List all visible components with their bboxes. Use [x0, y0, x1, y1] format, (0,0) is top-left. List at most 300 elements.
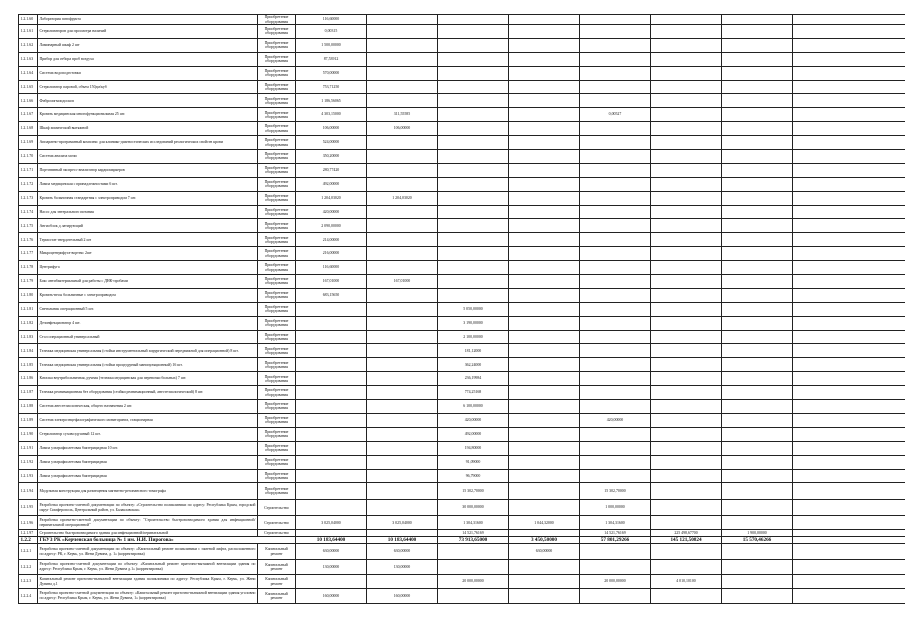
row-value-v4	[509, 344, 580, 358]
row-value-v7	[722, 191, 793, 205]
row-name: Стерилизаторов для просмотра наличий	[38, 25, 258, 39]
row-code: 1.2.1.89	[19, 413, 38, 427]
row-value-v3: 362,24000	[438, 358, 509, 372]
row-value-v1: 167,01000	[296, 275, 367, 289]
row-code: 1.2.1.73	[19, 191, 38, 205]
row-value-v7	[722, 219, 793, 233]
row-value-v5	[580, 38, 651, 52]
row-value-v1	[296, 344, 367, 358]
row-value-v7	[722, 330, 793, 344]
section-value-v1: 10 183,64400	[296, 537, 367, 544]
row-type: Приобретение оборудования	[258, 400, 296, 414]
row-value-v4	[509, 574, 580, 589]
row-value-v2	[367, 413, 438, 427]
row-value-v6	[651, 427, 722, 441]
row-value-v1: 106,00000	[296, 122, 367, 136]
table-row	[19, 80, 905, 94]
row-empty-cell	[793, 441, 905, 455]
row-code: 1.2.1.83	[19, 330, 38, 344]
row-value-v3	[438, 15, 509, 25]
row-value-v1	[296, 530, 367, 537]
table-row	[19, 219, 905, 233]
row-value-v7	[722, 302, 793, 316]
row-code: 1.2.1.86	[19, 372, 38, 386]
row-value-v1: 570,00000	[296, 66, 367, 80]
row-code: 1.2.2.2	[19, 560, 38, 575]
row-name: Кровать больничная стандартная с электроприводом 7 шт.	[38, 191, 258, 205]
row-value-v4	[509, 66, 580, 80]
row-value-v7	[722, 261, 793, 275]
row-value-v5	[580, 302, 651, 316]
row-value-v3	[438, 52, 509, 66]
row-code: 1.2.1.91	[19, 441, 38, 455]
row-name: Аппаратно-программный комплекс для клинико-диагностических исследований реологических свойств крови	[38, 136, 258, 150]
row-code: 1.2.1.77	[19, 247, 38, 261]
row-value-v7	[722, 344, 793, 358]
row-value-v6	[651, 233, 722, 247]
row-value-v4	[509, 25, 580, 39]
row-name: Система анестезиологическая, общего назначения 2 шт.	[38, 400, 258, 414]
row-value-v3	[438, 275, 509, 289]
row-empty-cell	[793, 66, 905, 80]
row-value-v7	[722, 288, 793, 302]
row-code: 1.2.1.80	[19, 288, 38, 302]
row-code: 1.2.1.84	[19, 344, 38, 358]
row-value-v6	[651, 94, 722, 108]
row-value-v7	[722, 66, 793, 80]
row-name: Стерилизатор суховоздушный 12 шт.	[38, 427, 258, 441]
row-value-v4: 1 044,32000	[509, 516, 580, 530]
row-value-v5	[580, 177, 651, 191]
row-value-v4	[509, 330, 580, 344]
row-value-v6	[651, 330, 722, 344]
row-name: Тележка реанимационная без оборудования (стойки реанимационный, анестезиологический) 8 шт.	[38, 386, 258, 400]
row-value-v3	[438, 543, 509, 560]
row-value-v6	[651, 275, 722, 289]
row-empty-cell	[793, 52, 905, 66]
row-name: Система электроэнцефалографического мониторинга, стационарная	[38, 413, 258, 427]
row-value-v6	[651, 516, 722, 530]
row-type: Приобретение оборудования	[258, 122, 296, 136]
row-empty-cell	[793, 261, 905, 275]
row-value-v6	[651, 543, 722, 560]
row-value-v4	[509, 94, 580, 108]
row-type: Приобретение оборудования	[258, 52, 296, 66]
row-value-v4	[509, 275, 580, 289]
row-empty-cell	[793, 344, 905, 358]
row-value-v4	[509, 150, 580, 164]
row-value-v5	[580, 261, 651, 275]
row-code: 1.2.1.88	[19, 400, 38, 414]
row-value-v4	[509, 108, 580, 122]
row-value-v5	[580, 66, 651, 80]
row-value-v4	[509, 441, 580, 455]
row-name: Лампа ультрафиолетовая бактерицидная 10 шт.	[38, 441, 258, 455]
row-value-v1	[296, 427, 367, 441]
row-value-v5	[580, 330, 651, 344]
row-type: Приобретение оборудования	[258, 413, 296, 427]
table-row	[19, 15, 905, 25]
table-row	[19, 344, 905, 358]
row-value-v7	[722, 52, 793, 66]
row-value-v7	[722, 177, 793, 191]
row-value-v6	[651, 191, 722, 205]
row-value-v7	[722, 163, 793, 177]
row-empty-cell	[793, 150, 905, 164]
row-value-v6	[651, 25, 722, 39]
row-value-v7	[722, 25, 793, 39]
row-value-v6	[651, 122, 722, 136]
row-empty-cell	[793, 288, 905, 302]
row-value-v6	[651, 52, 722, 66]
row-name: Шкаф химический вытяжной	[38, 122, 258, 136]
row-value-v5	[580, 344, 651, 358]
row-type: Приобретение оборудования	[258, 191, 296, 205]
row-value-v4	[509, 38, 580, 52]
row-value-v6	[651, 589, 722, 604]
table-row	[19, 25, 905, 39]
row-empty-cell	[793, 543, 905, 560]
row-value-v5: 15 302,70000	[580, 483, 651, 500]
row-value-v1: 116,60000	[296, 261, 367, 275]
row-value-v3: 420,00000	[438, 413, 509, 427]
row-value-v7	[722, 516, 793, 530]
row-type: Приобретение оборудования	[258, 80, 296, 94]
row-value-v1: 350,20000	[296, 150, 367, 164]
row-code: 1.2.1.95	[19, 499, 38, 516]
table-row	[19, 589, 905, 604]
row-value-v6	[651, 455, 722, 469]
row-type: Капитальный ремонт	[258, 574, 296, 589]
row-empty-cell	[793, 163, 905, 177]
row-value-v3	[438, 136, 509, 150]
row-value-v4	[509, 499, 580, 516]
row-name: Разработка проектно-сметной документации по объекту: "Строительство быстровозводимого здания для инфекционной/перинатальной операционной"	[38, 516, 258, 530]
row-value-v4	[509, 372, 580, 386]
row-value-v3: 14 521,76169	[438, 530, 509, 537]
row-value-v2	[367, 499, 438, 516]
row-value-v2	[367, 469, 438, 483]
row-value-v1: 492,00000	[296, 177, 367, 191]
row-value-v5	[580, 25, 651, 39]
row-name: Ламинарный шкаф 2 шт	[38, 38, 258, 52]
row-value-v4	[509, 52, 580, 66]
row-value-v3: 15 302,70000	[438, 483, 509, 500]
row-name: Модульная конструкция для размещения магнитно-резонансного томографа	[38, 483, 258, 500]
row-code: 1.2.1.65	[19, 80, 38, 94]
row-type: Приобретение оборудования	[258, 302, 296, 316]
row-code: 1.2.1.68	[19, 122, 38, 136]
row-empty-cell	[793, 15, 905, 25]
row-value-v6	[651, 386, 722, 400]
row-code: 1.2.1.97	[19, 530, 38, 537]
row-value-v3	[438, 560, 509, 575]
row-value-v1: 1 186,56065	[296, 94, 367, 108]
row-type: Приобретение оборудования	[258, 25, 296, 39]
row-value-v4	[509, 560, 580, 575]
row-empty-cell	[793, 516, 905, 530]
row-name: Кровать медицинская многофункциональная 25 шт.	[38, 108, 258, 122]
row-empty-cell	[793, 589, 905, 604]
row-code: 1.2.1.69	[19, 136, 38, 150]
row-code: 1.2.1.63	[19, 52, 38, 66]
row-value-v5	[580, 455, 651, 469]
row-name: Каталка внутрибольничная, ручная (тележка медицинская для перевозки больных) 7 шт.	[38, 372, 258, 386]
row-name: Светильник операционный 5 шт.	[38, 302, 258, 316]
row-type: Приобретение оборудования	[258, 108, 296, 122]
table-row	[19, 122, 905, 136]
row-value-v4	[509, 427, 580, 441]
row-value-v1: 4 303,15000	[296, 108, 367, 122]
row-name: Тележка медицинская универсальная (стойки процедурный манипуляционный) 16 шт.	[38, 358, 258, 372]
row-code: 1.2.1.62	[19, 38, 38, 52]
row-value-v5: 1 000,00000	[580, 499, 651, 516]
row-value-v2	[367, 219, 438, 233]
row-empty-cell	[793, 122, 905, 136]
row-type: Приобретение оборудования	[258, 386, 296, 400]
row-value-v5	[580, 122, 651, 136]
row-code: 1.2.1.67	[19, 108, 38, 122]
row-value-v2: 630,00000	[367, 543, 438, 560]
row-empty-cell	[793, 177, 905, 191]
row-type: Приобретение оборудования	[258, 288, 296, 302]
row-code: 1.2.1.82	[19, 316, 38, 330]
row-value-v2: 1 204,03020	[367, 191, 438, 205]
row-value-v1: 1 204,03020	[296, 191, 367, 205]
row-value-v4	[509, 455, 580, 469]
row-name: Дезинфекционатор 4 шт.	[38, 316, 258, 330]
row-empty-cell	[793, 233, 905, 247]
section-code: 1.2.2	[19, 537, 38, 544]
row-type: Приобретение оборудования	[258, 15, 296, 25]
row-empty-cell	[793, 302, 905, 316]
row-value-v7	[722, 574, 793, 589]
row-value-v2	[367, 483, 438, 500]
row-value-v7	[722, 469, 793, 483]
table-row	[19, 108, 905, 122]
row-code: 1.2.1.92	[19, 455, 38, 469]
row-value-v1	[296, 330, 367, 344]
row-value-v3: 3 190,00000	[438, 316, 509, 330]
row-type: Приобретение оборудования	[258, 261, 296, 275]
table-row	[19, 163, 905, 177]
table-row	[19, 386, 905, 400]
section-value-v6: 145 121,50824	[651, 537, 722, 544]
row-value-v2	[367, 136, 438, 150]
row-empty-cell	[793, 427, 905, 441]
row-value-v7	[722, 150, 793, 164]
table-row	[19, 177, 905, 191]
row-value-v4	[509, 302, 580, 316]
table-row	[19, 543, 905, 560]
row-value-v4	[509, 177, 580, 191]
row-value-v7	[722, 413, 793, 427]
row-value-v2	[367, 441, 438, 455]
row-value-v5	[580, 589, 651, 604]
row-empty-cell	[793, 483, 905, 500]
row-empty-cell	[793, 108, 905, 122]
row-name: Разработка проектно-сметной документации по объекту: «Капитальный ремонт поликлиники с заменой лифта, расположенного по адресу: РК, г. Керчь, ул. Жени Дувина, д. 1» (корректировка)	[38, 543, 258, 560]
row-value-v2	[367, 94, 438, 108]
row-value-v2	[367, 25, 438, 39]
row-value-v4	[509, 122, 580, 136]
row-value-v1: 0,00315	[296, 25, 367, 39]
row-empty-cell	[793, 413, 905, 427]
row-value-v3	[438, 233, 509, 247]
table-row	[19, 469, 905, 483]
row-type: Приобретение оборудования	[258, 455, 296, 469]
row-value-v3: 1 304,31600	[438, 516, 509, 530]
row-type: Приобретение оборудования	[258, 177, 296, 191]
row-value-v2	[367, 52, 438, 66]
row-name: Фибросигмоидоскоп	[38, 94, 258, 108]
row-empty-cell	[793, 358, 905, 372]
row-value-v4	[509, 163, 580, 177]
row-value-v7	[722, 108, 793, 122]
row-value-v4	[509, 316, 580, 330]
table-row	[19, 52, 905, 66]
row-value-v4	[509, 233, 580, 247]
table-row	[19, 302, 905, 316]
row-value-v5	[580, 288, 651, 302]
row-name: Тележка медицинская универсальная (стойки инструментальный хирургический передвижной для операционной) 8 шт.	[38, 344, 258, 358]
row-type: Приобретение оборудования	[258, 163, 296, 177]
section-value-v4: 3 450,50000	[509, 537, 580, 544]
row-empty-cell	[793, 38, 905, 52]
row-value-v1	[296, 499, 367, 516]
row-value-v6: 4 010,10100	[651, 574, 722, 589]
row-value-v3: 5 050,00000	[438, 302, 509, 316]
row-value-v3: 2 100,00000	[438, 330, 509, 344]
row-value-v7	[722, 136, 793, 150]
row-value-v5	[580, 275, 651, 289]
row-name: Насос для энтерального питания	[38, 205, 258, 219]
row-value-v5	[580, 358, 651, 372]
table-row	[19, 441, 905, 455]
row-type: Приобретение оборудования	[258, 372, 296, 386]
row-value-v2	[367, 302, 438, 316]
row-value-v5	[580, 191, 651, 205]
row-value-v1	[296, 358, 367, 372]
row-value-v1	[296, 316, 367, 330]
table-row	[19, 455, 905, 469]
row-value-v4	[509, 219, 580, 233]
row-empty-cell	[793, 455, 905, 469]
row-value-v6: 225 498,67700	[651, 530, 722, 537]
row-value-v3	[438, 219, 509, 233]
row-value-v5: 1 304,31600	[580, 516, 651, 530]
row-value-v5	[580, 219, 651, 233]
row-empty-cell	[793, 80, 905, 94]
row-code: 1.2.1.87	[19, 386, 38, 400]
row-value-v2	[367, 400, 438, 414]
row-value-v1: 3 025,04000	[296, 516, 367, 530]
row-value-v4	[509, 589, 580, 604]
row-value-v7	[722, 386, 793, 400]
row-value-v7	[722, 400, 793, 414]
row-value-v3: 236,19984	[438, 372, 509, 386]
row-empty-cell	[793, 386, 905, 400]
row-value-v1: 160,00000	[296, 589, 367, 604]
table-row	[19, 38, 905, 52]
table-row	[19, 205, 905, 219]
table-row	[19, 316, 905, 330]
row-name: Стерилизатор паровой, объем 150дм/куб	[38, 80, 258, 94]
table-row	[19, 233, 905, 247]
row-value-v5	[580, 94, 651, 108]
row-value-v7	[722, 483, 793, 500]
row-value-v7	[722, 372, 793, 386]
row-value-v1: 87,53912	[296, 52, 367, 66]
row-type: Приобретение оборудования	[258, 275, 296, 289]
row-value-v2	[367, 427, 438, 441]
row-type: Приобретение оборудования	[258, 469, 296, 483]
row-value-v6	[651, 372, 722, 386]
table-row	[19, 499, 905, 516]
row-value-v1	[296, 400, 367, 414]
row-value-v2	[367, 177, 438, 191]
row-value-v1: 753,71250	[296, 80, 367, 94]
row-value-v3	[438, 150, 509, 164]
row-value-v7: 1 900,00000	[722, 530, 793, 537]
table-body	[19, 15, 905, 604]
row-value-v7	[722, 275, 793, 289]
row-empty-cell	[793, 499, 905, 516]
row-value-v1: 420,00000	[296, 205, 367, 219]
row-code: 1.2.1.81	[19, 302, 38, 316]
row-value-v1: 1 500,00000	[296, 38, 367, 52]
row-name: Стол операционный универсальный	[38, 330, 258, 344]
row-value-v5	[580, 316, 651, 330]
row-value-v7	[722, 455, 793, 469]
row-code: 1.2.2.3	[19, 574, 38, 589]
table-row	[19, 516, 905, 530]
row-value-v3: 181,12000	[438, 344, 509, 358]
row-empty-cell	[793, 530, 905, 537]
row-code: 1.2.1.71	[19, 163, 38, 177]
row-empty-cell	[793, 330, 905, 344]
row-value-v5	[580, 233, 651, 247]
row-value-v2	[367, 150, 438, 164]
row-value-v2: 130,00000	[367, 560, 438, 575]
row-value-v1: 683,15650	[296, 288, 367, 302]
row-type: Капитальный ремонт	[258, 560, 296, 575]
table-row	[19, 358, 905, 372]
row-value-v3	[438, 247, 509, 261]
row-value-v2	[367, 330, 438, 344]
row-name: Система анализа мочи	[38, 150, 258, 164]
row-value-v7	[722, 122, 793, 136]
row-value-v2	[367, 15, 438, 25]
row-empty-cell	[793, 247, 905, 261]
row-value-v3	[438, 66, 509, 80]
table-row	[19, 247, 905, 261]
row-empty-cell	[793, 316, 905, 330]
row-type: Приобретение оборудования	[258, 247, 296, 261]
row-name: Ангиоблок д латирующий	[38, 219, 258, 233]
row-type: Капитальный ремонт	[258, 589, 296, 604]
row-value-v6	[651, 80, 722, 94]
table-row	[19, 150, 905, 164]
row-code: 1.2.2.1	[19, 543, 38, 560]
row-name: Разработка проектно-сметной документации по объекту: «Строительство поликлиники по адресу: Республика Крым, городской округ Симферополь, Центральный район, ул. Балаклавская»	[38, 499, 258, 516]
row-value-v1	[296, 372, 367, 386]
row-value-v7	[722, 441, 793, 455]
row-empty-cell	[793, 275, 905, 289]
row-type: Приобретение оборудования	[258, 330, 296, 344]
budget-table	[18, 14, 905, 604]
row-type: Приобретение оборудования	[258, 66, 296, 80]
